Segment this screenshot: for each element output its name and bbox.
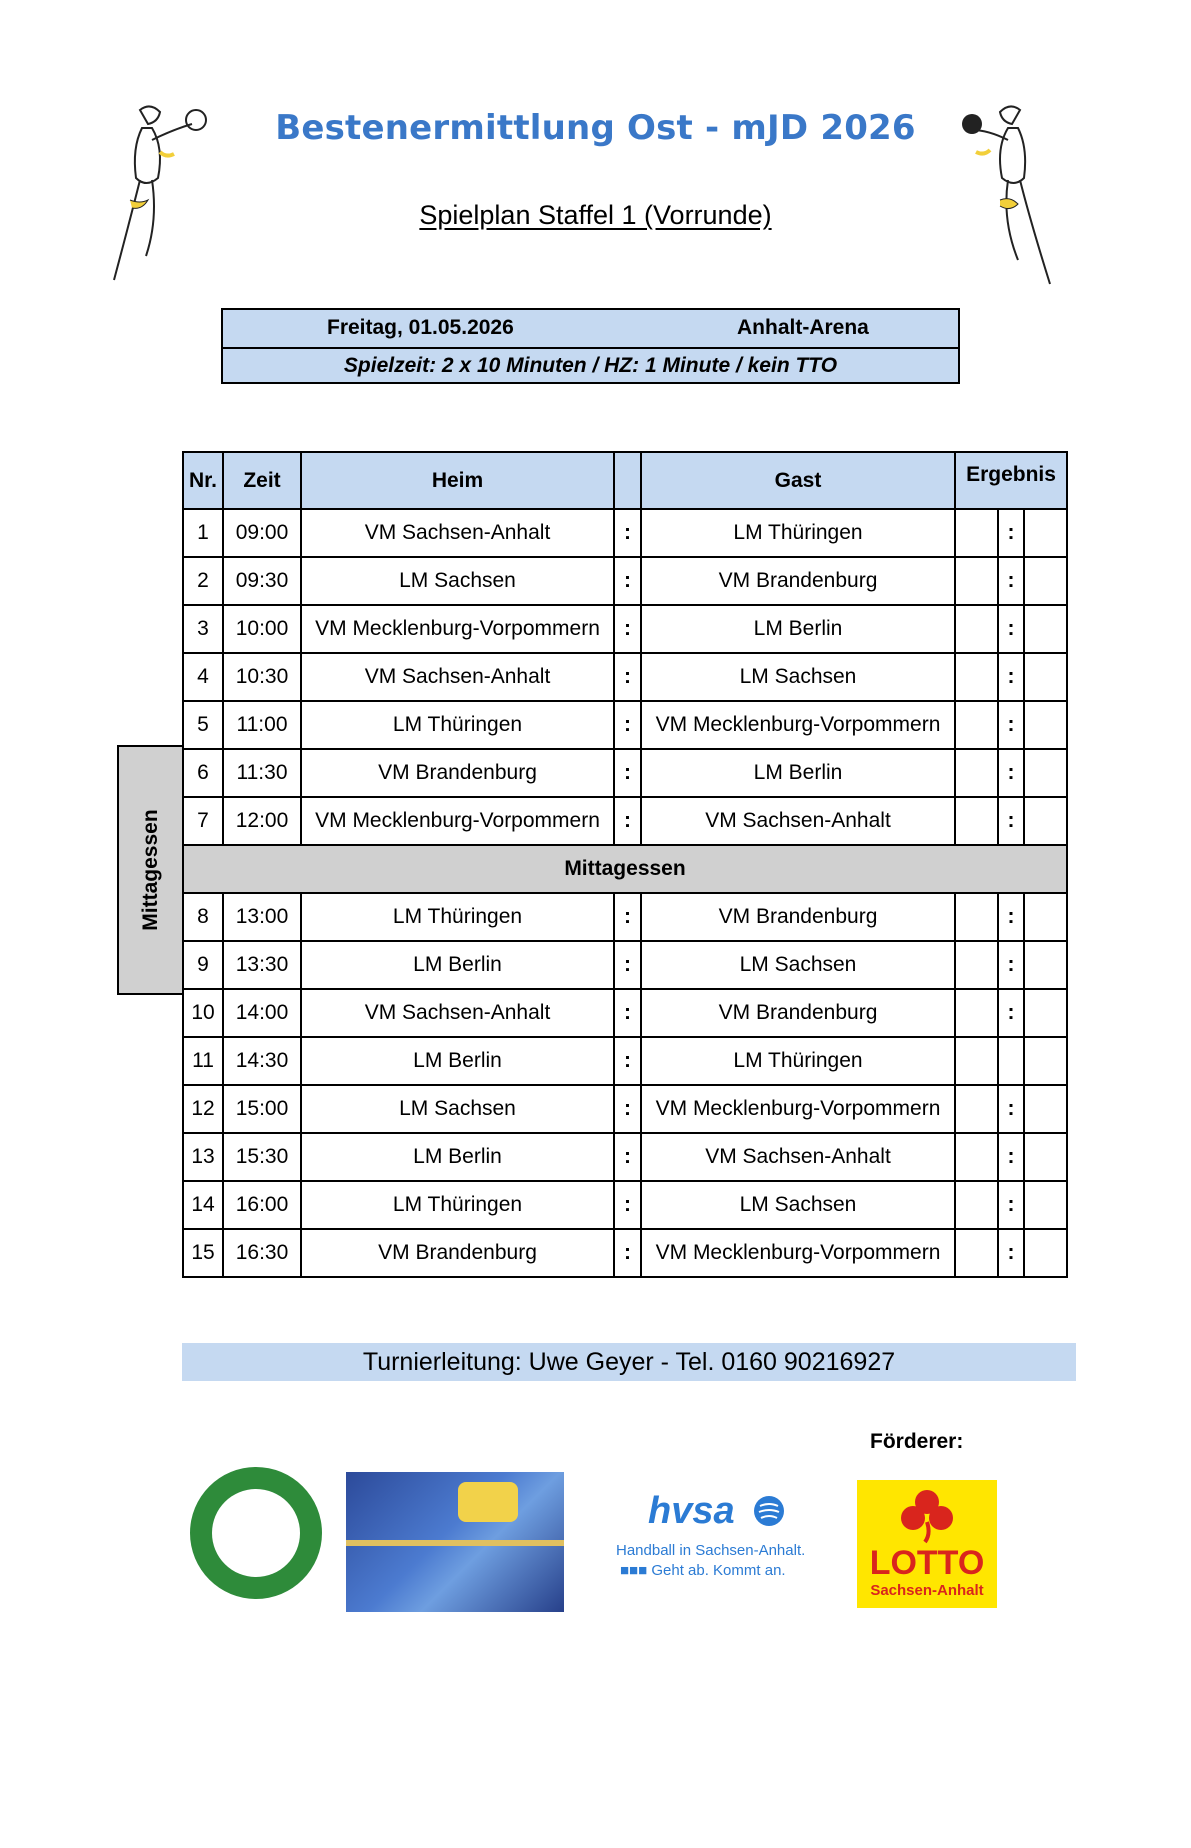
table-row — [183, 1181, 1067, 1229]
game-nr: 11 — [183, 1037, 223, 1085]
sg-ball-icon — [212, 1489, 300, 1577]
table-row — [183, 653, 1067, 701]
game-separator: : — [614, 989, 641, 1037]
lotto-logo — [857, 1480, 997, 1608]
score-guest — [1024, 557, 1067, 605]
game-separator: : — [614, 941, 641, 989]
lunch-side-label — [117, 745, 182, 995]
game-separator: : — [614, 1229, 641, 1277]
header-zeit: Zeit — [223, 452, 301, 509]
lunch-break-row — [183, 845, 1067, 893]
score-separator: : — [998, 701, 1024, 749]
score-separator: : — [998, 1181, 1024, 1229]
score-guest — [1024, 653, 1067, 701]
game-time: 15:30 — [223, 1133, 301, 1181]
game-separator: : — [614, 557, 641, 605]
score-separator: : — [998, 1085, 1024, 1133]
game-guest-team: VM Mecklenburg-Vorpommern — [641, 1085, 955, 1133]
score-guest — [1024, 509, 1067, 557]
game-home-team: LM Berlin — [301, 1037, 614, 1085]
game-nr: 13 — [183, 1133, 223, 1181]
game-nr: 5 — [183, 701, 223, 749]
score-separator: : — [998, 605, 1024, 653]
hvsa-tagline-1: Handball in Sachsen-Anhalt. — [616, 1542, 806, 1559]
header-separator — [614, 452, 641, 509]
game-nr: 9 — [183, 941, 223, 989]
game-home-team: VM Sachsen-Anhalt — [301, 509, 614, 557]
game-nr: 6 — [183, 749, 223, 797]
score-guest — [1024, 701, 1067, 749]
score-home — [955, 653, 998, 701]
score-guest — [1024, 941, 1067, 989]
game-guest-team: VM Mecklenburg-Vorpommern — [641, 701, 955, 749]
game-guest-team: VM Sachsen-Anhalt — [641, 1133, 955, 1181]
game-guest-team: LM Berlin — [641, 749, 955, 797]
game-separator: : — [614, 653, 641, 701]
score-guest — [1024, 989, 1067, 1037]
game-home-team: LM Thüringen — [301, 701, 614, 749]
lunch-break — [183, 845, 1067, 893]
event-date: Freitag, 01.05.2026 — [327, 316, 514, 339]
lotto-wordmark: LOTTO — [869, 1544, 985, 1582]
game-time: 09:00 — [223, 509, 301, 557]
score-separator: : — [998, 653, 1024, 701]
lotto-clover-icon — [897, 1488, 957, 1544]
score-guest — [1024, 749, 1067, 797]
game-home-team: LM Thüringen — [301, 893, 614, 941]
game-nr: 10 — [183, 989, 223, 1037]
score-guest — [1024, 1229, 1067, 1277]
lotto-subtitle: Sachsen-Anhalt — [870, 1582, 984, 1599]
game-home-team: LM Berlin — [301, 941, 614, 989]
game-nr: 3 — [183, 605, 223, 653]
game-separator: : — [614, 1133, 641, 1181]
game-nr: 15 — [183, 1229, 223, 1277]
arena-band — [346, 1540, 564, 1546]
score-guest — [1024, 1085, 1067, 1133]
table-row — [183, 509, 1067, 557]
score-separator: : — [998, 1133, 1024, 1181]
game-guest-team: LM Thüringen — [641, 509, 955, 557]
arena-handball-icon — [458, 1482, 518, 1522]
game-time: 13:30 — [223, 941, 301, 989]
game-separator: : — [614, 893, 641, 941]
game-separator: : — [614, 605, 641, 653]
game-time: 10:00 — [223, 605, 301, 653]
score-home — [955, 1037, 998, 1085]
header-gast: Gast — [641, 452, 955, 509]
table-row — [183, 701, 1067, 749]
game-guest-team: LM Sachsen — [641, 1181, 955, 1229]
game-nr: 1 — [183, 509, 223, 557]
game-nr: 2 — [183, 557, 223, 605]
game-nr: 7 — [183, 797, 223, 845]
game-separator: : — [614, 509, 641, 557]
game-guest-team: VM Brandenburg — [641, 557, 955, 605]
score-separator: : — [998, 509, 1024, 557]
score-home — [955, 509, 998, 557]
game-guest-team: LM Sachsen — [641, 941, 955, 989]
game-time: 16:30 — [223, 1229, 301, 1277]
score-home — [955, 989, 998, 1037]
games-after-lunch — [183, 893, 1067, 1277]
event-venue: Anhalt-Arena — [737, 316, 869, 339]
score-separator: : — [998, 989, 1024, 1037]
score-guest — [1024, 893, 1067, 941]
game-guest-team: VM Brandenburg — [641, 893, 955, 941]
score-home — [955, 941, 998, 989]
score-home — [955, 1181, 998, 1229]
score-separator — [998, 1037, 1024, 1085]
table-row — [183, 797, 1067, 845]
game-separator: : — [614, 1085, 641, 1133]
hvsa-logo — [616, 1490, 806, 1580]
page-subtitle: Spielplan Staffel 1 (Vorrunde) — [419, 200, 772, 230]
table-header-row — [183, 452, 1067, 509]
header-nr: Nr. — [183, 452, 223, 509]
game-guest-team: VM Brandenburg — [641, 989, 955, 1037]
sg-kuehnau-logo — [190, 1467, 322, 1599]
game-time: 11:30 — [223, 749, 301, 797]
score-guest — [1024, 1037, 1067, 1085]
table-row — [183, 1037, 1067, 1085]
table-row — [183, 1085, 1067, 1133]
game-home-team: LM Sachsen — [301, 557, 614, 605]
game-home-team: VM Brandenburg — [301, 749, 614, 797]
game-home-team: VM Mecklenburg-Vorpommern — [301, 605, 614, 653]
game-home-team: VM Mecklenburg-Vorpommern — [301, 797, 614, 845]
game-time: 09:30 — [223, 557, 301, 605]
game-time: 14:30 — [223, 1037, 301, 1085]
game-time: 11:00 — [223, 701, 301, 749]
hvsa-wave-icon — [752, 1494, 786, 1528]
score-guest — [1024, 1181, 1067, 1229]
game-guest-team: VM Mecklenburg-Vorpommern — [641, 1229, 955, 1277]
game-home-team: LM Thüringen — [301, 1181, 614, 1229]
game-nr: 14 — [183, 1181, 223, 1229]
score-home — [955, 557, 998, 605]
score-home — [955, 1229, 998, 1277]
sponsor-label: Förderer: — [870, 1430, 964, 1453]
game-time: 12:00 — [223, 797, 301, 845]
score-guest — [1024, 797, 1067, 845]
table-row — [183, 557, 1067, 605]
game-home-team: VM Sachsen-Anhalt — [301, 989, 614, 1037]
score-separator: : — [998, 557, 1024, 605]
game-nr: 8 — [183, 893, 223, 941]
score-separator: : — [998, 749, 1024, 797]
score-home — [955, 1133, 998, 1181]
game-home-team: VM Brandenburg — [301, 1229, 614, 1277]
game-time: 14:00 — [223, 989, 301, 1037]
game-time: 10:30 — [223, 653, 301, 701]
lunch-side-text: Mittagessen — [138, 809, 162, 931]
header-heim: Heim — [301, 452, 614, 509]
score-separator: : — [998, 1229, 1024, 1277]
anhalt-arena-logo — [346, 1472, 564, 1612]
score-home — [955, 893, 998, 941]
schedule-table — [182, 451, 1068, 1278]
header-ergebnis: Ergebnis — [955, 452, 1067, 509]
event-info-box — [221, 308, 960, 384]
game-separator: : — [614, 1037, 641, 1085]
game-separator: : — [614, 701, 641, 749]
event-time-rules: Spielzeit: 2 x 10 Minuten / HZ: 1 Minute / kein TTO — [343, 354, 838, 377]
game-guest-team: VM Sachsen-Anhalt — [641, 797, 955, 845]
game-guest-team: LM Thüringen — [641, 1037, 955, 1085]
tournament-contact: Turnierleitung: Uwe Geyer - Tel. 0160 90216927 — [182, 1343, 1076, 1381]
score-home — [955, 1085, 998, 1133]
score-separator: : — [998, 893, 1024, 941]
game-home-team: LM Berlin — [301, 1133, 614, 1181]
table-row — [183, 1133, 1067, 1181]
game-time: 16:00 — [223, 1181, 301, 1229]
score-separator: : — [998, 941, 1024, 989]
table-row — [183, 989, 1067, 1037]
score-home — [955, 749, 998, 797]
game-time: 15:00 — [223, 1085, 301, 1133]
score-separator: : — [998, 797, 1024, 845]
game-guest-team: LM Sachsen — [641, 653, 955, 701]
score-home — [955, 605, 998, 653]
game-nr: 12 — [183, 1085, 223, 1133]
table-row — [183, 749, 1067, 797]
game-home-team: VM Sachsen-Anhalt — [301, 653, 614, 701]
game-separator: : — [614, 749, 641, 797]
hvsa-tagline-2: ■■■ Geht ab. Kommt an. — [620, 1562, 786, 1579]
game-home-team: LM Sachsen — [301, 1085, 614, 1133]
table-row — [183, 941, 1067, 989]
game-time: 13:00 — [223, 893, 301, 941]
game-nr: 4 — [183, 653, 223, 701]
games-before-lunch — [183, 509, 1067, 845]
score-guest — [1024, 605, 1067, 653]
score-home — [955, 701, 998, 749]
table-row — [183, 1229, 1067, 1277]
table-row — [183, 605, 1067, 653]
game-guest-team: LM Berlin — [641, 605, 955, 653]
hvsa-wordmark: hvsa — [648, 1490, 735, 1532]
table-row — [183, 893, 1067, 941]
page-title: Bestenermittlung Ost - mJD 2026 — [275, 108, 916, 148]
game-separator: : — [614, 797, 641, 845]
game-separator: : — [614, 1181, 641, 1229]
score-guest — [1024, 1133, 1067, 1181]
lunch-break-label: Mittagessen — [183, 845, 1067, 893]
score-home — [955, 797, 998, 845]
